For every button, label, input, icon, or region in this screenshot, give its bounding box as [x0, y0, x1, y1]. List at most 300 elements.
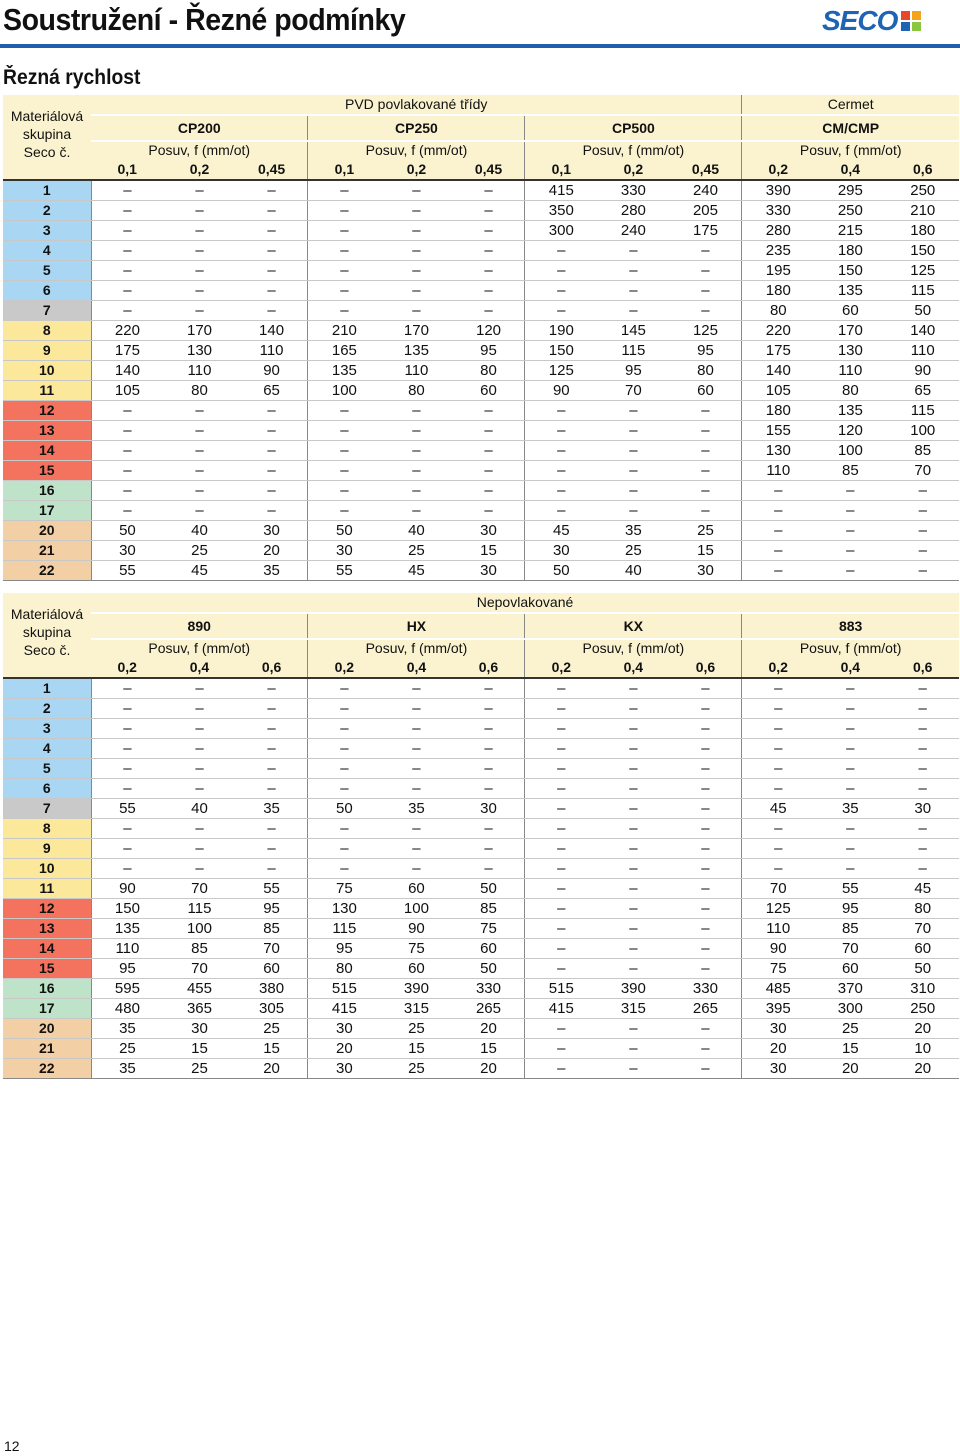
- cutting-speed-value: –: [597, 799, 669, 819]
- cutting-speed-value: 80: [814, 381, 886, 401]
- cutting-speed-value: –: [91, 678, 163, 699]
- cutting-speed-value: –: [453, 261, 525, 281]
- feed-label: Posuv, f (mm/ot): [525, 639, 742, 657]
- cutting-speed-value: 100: [163, 919, 235, 939]
- feed-label: Posuv, f (mm/ot): [742, 141, 959, 159]
- cutting-speed-value: –: [236, 481, 308, 501]
- cutting-speed-value: 105: [742, 381, 814, 401]
- cutting-speed-value: –: [525, 1019, 597, 1039]
- table-row: [3, 979, 959, 999]
- cutting-speed-value: –: [742, 521, 814, 541]
- cutting-speed-value: –: [453, 759, 525, 779]
- cutting-speed-value: –: [597, 699, 669, 719]
- table-row: [3, 541, 959, 561]
- table-row: [3, 919, 959, 939]
- cutting-speed-value: –: [236, 819, 308, 839]
- cutting-speed-value: –: [380, 739, 452, 759]
- cutting-speed-value: –: [525, 799, 597, 819]
- grade-header: 890: [91, 613, 308, 639]
- material-group-number: 17: [3, 999, 91, 1019]
- cutting-speed-value: –: [453, 201, 525, 221]
- feed-value: 0,2: [163, 159, 235, 180]
- cutting-speed-value: 25: [597, 541, 669, 561]
- cutting-speed-value: 70: [163, 879, 235, 899]
- cutting-speed-value: –: [163, 839, 235, 859]
- cutting-speed-value: 55: [814, 879, 886, 899]
- table-row: [3, 180, 959, 201]
- feed-value: 0,6: [670, 657, 742, 678]
- cutting-speed-value: –: [380, 839, 452, 859]
- cutting-speed-value: –: [670, 261, 742, 281]
- cutting-speed-value: 20: [308, 1039, 380, 1059]
- cutting-speed-value: 370: [814, 979, 886, 999]
- cutting-speed-value: –: [670, 699, 742, 719]
- feed-label: Posuv, f (mm/ot): [308, 639, 525, 657]
- title-rule: [0, 44, 960, 48]
- cutting-speed-value: 135: [380, 341, 452, 361]
- feed-value: 0,4: [814, 657, 886, 678]
- material-group-number: 4: [3, 241, 91, 261]
- cutting-speed-value: –: [525, 241, 597, 261]
- cutting-speed-value: –: [236, 401, 308, 421]
- table-row: [3, 819, 959, 839]
- material-group-number: 11: [3, 381, 91, 401]
- feed-value: 0,1: [525, 159, 597, 180]
- table-row: [3, 561, 959, 581]
- table-row: [3, 421, 959, 441]
- cutting-speed-value: 55: [308, 561, 380, 581]
- cutting-speed-value: –: [525, 919, 597, 939]
- cutting-speed-value: –: [91, 301, 163, 321]
- cutting-speed-value: 30: [308, 541, 380, 561]
- table-row: [3, 1019, 959, 1039]
- cutting-speed-value: –: [597, 421, 669, 441]
- logo-mark-icon: [901, 11, 921, 31]
- cutting-speed-value: –: [453, 441, 525, 461]
- material-group-number: 15: [3, 959, 91, 979]
- cutting-speed-value: –: [91, 501, 163, 521]
- cutting-speed-value: 30: [742, 1059, 814, 1079]
- material-group-number: 13: [3, 919, 91, 939]
- feed-value: 0,1: [91, 159, 163, 180]
- material-group-number: 1: [3, 180, 91, 201]
- cutting-speed-value: 140: [887, 321, 960, 341]
- cutting-speed-value: –: [742, 839, 814, 859]
- cutting-speed-value: –: [525, 421, 597, 441]
- cutting-speed-value: 110: [814, 361, 886, 381]
- cutting-speed-value: 25: [670, 521, 742, 541]
- cutting-speed-value: –: [236, 421, 308, 441]
- cutting-speed-value: –: [886, 759, 959, 779]
- cutting-speed-value: –: [380, 180, 452, 201]
- cutting-speed-value: –: [742, 678, 814, 699]
- cutting-speed-value: 65: [236, 381, 308, 401]
- cutting-speed-value: 130: [742, 441, 814, 461]
- cutting-speed-value: –: [814, 819, 886, 839]
- cutting-speed-value: –: [380, 281, 452, 301]
- cutting-speed-value: –: [742, 481, 814, 501]
- cutting-speed-value: 25: [380, 1019, 452, 1039]
- cutting-speed-value: 110: [380, 361, 452, 381]
- table-row: [3, 461, 959, 481]
- cutting-speed-value: –: [308, 201, 380, 221]
- table-row: [3, 719, 959, 739]
- cutting-speed-value: –: [380, 759, 452, 779]
- cutting-speed-value: 110: [163, 361, 235, 381]
- cutting-speed-value: –: [236, 759, 308, 779]
- cutting-speed-value: –: [453, 859, 525, 879]
- cutting-speed-value: –: [814, 759, 886, 779]
- cutting-speed-value: –: [91, 699, 163, 719]
- feed-label: Posuv, f (mm/ot): [308, 141, 525, 159]
- table-row: [3, 301, 959, 321]
- cutting-speed-value: 330: [670, 979, 742, 999]
- cutting-speed-value: –: [525, 678, 597, 699]
- cutting-speed-value: –: [670, 678, 742, 699]
- cutting-speed-value: 155: [742, 421, 814, 441]
- cutting-speed-value: 170: [163, 321, 235, 341]
- cutting-speed-value: 45: [742, 799, 814, 819]
- table-row: [3, 261, 959, 281]
- cutting-speed-value: –: [91, 401, 163, 421]
- cutting-speed-value: 30: [308, 1059, 380, 1079]
- cutting-speed-value: 170: [380, 321, 452, 341]
- material-group-number: 14: [3, 441, 91, 461]
- cutting-speed-value: –: [308, 819, 380, 839]
- cutting-speed-value: 35: [236, 561, 308, 581]
- cutting-speed-value: 95: [91, 959, 163, 979]
- material-label-line: Seco č.: [23, 144, 71, 160]
- cutting-speed-value: 80: [670, 361, 742, 381]
- cutting-speed-value: 135: [814, 281, 886, 301]
- cutting-speed-value: 390: [742, 180, 814, 201]
- cutting-speed-value: –: [308, 719, 380, 739]
- cutting-speed-value: 150: [525, 341, 597, 361]
- feed-value: 0,4: [814, 159, 886, 180]
- cutting-speed-value: –: [236, 699, 308, 719]
- cutting-speed-value: 15: [670, 541, 742, 561]
- cutting-speed-value: 15: [453, 1039, 525, 1059]
- feed-value: 0,6: [886, 657, 959, 678]
- feed-value: 0,1: [308, 159, 380, 180]
- cutting-speed-value: 115: [597, 341, 669, 361]
- cutting-speed-value: –: [163, 241, 235, 261]
- table-row: [3, 321, 959, 341]
- feed-value: 0,6: [236, 657, 308, 678]
- cutting-speed-value: –: [742, 561, 814, 581]
- cutting-speed-value: –: [597, 899, 669, 919]
- cutting-speed-value: 110: [742, 919, 814, 939]
- cutting-speed-value: 20: [886, 1019, 959, 1039]
- cutting-speed-value: 190: [525, 321, 597, 341]
- cutting-speed-value: 40: [163, 521, 235, 541]
- cutting-speed-value: –: [742, 699, 814, 719]
- cutting-speed-value: –: [597, 859, 669, 879]
- cutting-speed-value: 395: [742, 999, 814, 1019]
- cutting-speed-value: 25: [380, 541, 452, 561]
- cutting-speed-value: –: [308, 441, 380, 461]
- material-group-number: 20: [3, 521, 91, 541]
- cutting-speed-value: 415: [308, 999, 380, 1019]
- cutting-speed-value: –: [91, 859, 163, 879]
- cutting-speed-value: –: [308, 401, 380, 421]
- cutting-speed-value: –: [742, 719, 814, 739]
- cutting-speed-value: 20: [886, 1059, 959, 1079]
- cutting-speed-value: 25: [163, 1059, 235, 1079]
- cutting-speed-value: –: [670, 401, 742, 421]
- cutting-speed-value: –: [886, 839, 959, 859]
- cutting-speed-value: 100: [308, 381, 380, 401]
- feed-label-row: [3, 141, 959, 159]
- cutting-speed-value: 330: [453, 979, 525, 999]
- cutting-speed-value: 115: [163, 899, 235, 919]
- cutting-speed-value: –: [236, 441, 308, 461]
- cutting-speed-value: –: [308, 281, 380, 301]
- cutting-speed-value: –: [308, 779, 380, 799]
- cutting-speed-value: 115: [308, 919, 380, 939]
- cutting-speed-value: –: [886, 719, 959, 739]
- cutting-speed-value: –: [163, 281, 235, 301]
- cutting-speed-value: –: [886, 819, 959, 839]
- cutting-speed-value: –: [380, 699, 452, 719]
- cutting-speed-value: –: [453, 421, 525, 441]
- cutting-speed-value: –: [742, 739, 814, 759]
- cutting-speed-value: 30: [236, 521, 308, 541]
- cutting-speed-value: 20: [453, 1019, 525, 1039]
- cutting-speed-value: 30: [163, 1019, 235, 1039]
- cutting-speed-value: 45: [163, 561, 235, 581]
- feed-value: 0,4: [597, 657, 669, 678]
- cutting-speed-value: –: [163, 180, 235, 201]
- cutting-speed-value: 110: [887, 341, 960, 361]
- cutting-speed-value: –: [453, 461, 525, 481]
- grade-header: HX: [308, 613, 525, 639]
- cutting-speed-value: –: [163, 441, 235, 461]
- cutting-speed-value: –: [236, 859, 308, 879]
- cutting-speed-value: –: [525, 939, 597, 959]
- feed-label-row: [3, 639, 959, 657]
- cutting-speed-value: 120: [453, 321, 525, 341]
- cutting-speed-value: –: [453, 221, 525, 241]
- cutting-speed-value: –: [380, 421, 452, 441]
- cutting-speed-value: –: [91, 221, 163, 241]
- cutting-speed-value: 75: [453, 919, 525, 939]
- cutting-speed-value: 330: [597, 180, 669, 201]
- cutting-speed-value: 85: [814, 919, 886, 939]
- super-header-row: [3, 95, 959, 115]
- material-group-number: 3: [3, 719, 91, 739]
- cutting-speed-value: 485: [742, 979, 814, 999]
- cutting-speed-value: 55: [236, 879, 308, 899]
- grade-header: CP200: [91, 115, 308, 141]
- cutting-speed-value: –: [670, 481, 742, 501]
- cutting-speed-value: –: [597, 501, 669, 521]
- cutting-speed-value: 35: [91, 1059, 163, 1079]
- cutting-speed-value: 250: [814, 201, 886, 221]
- cutting-speed-value: 175: [91, 341, 163, 361]
- feed-label: Posuv, f (mm/ot): [525, 141, 742, 159]
- cutting-speed-value: 70: [887, 461, 960, 481]
- material-group-number: 14: [3, 939, 91, 959]
- cutting-speed-value: –: [453, 739, 525, 759]
- cutting-speed-value: –: [670, 421, 742, 441]
- cutting-speed-value: –: [308, 759, 380, 779]
- cutting-speed-value: 315: [597, 999, 669, 1019]
- cutting-speed-value: 25: [380, 1059, 452, 1079]
- cutting-speed-value: 20: [453, 1059, 525, 1079]
- cutting-speed-value: 30: [525, 541, 597, 561]
- cutting-speed-value: 60: [670, 381, 742, 401]
- cutting-speed-value: –: [91, 201, 163, 221]
- table-row: [3, 521, 959, 541]
- material-label-line: Materiálová: [10, 606, 84, 622]
- cutting-speed-value: 310: [886, 979, 959, 999]
- cutting-speed-value: 90: [742, 939, 814, 959]
- table-row: [3, 401, 959, 421]
- cutting-speed-value: –: [236, 839, 308, 859]
- cutting-speed-value: –: [597, 719, 669, 739]
- cutting-speed-value: –: [91, 719, 163, 739]
- cutting-speed-value: 140: [91, 361, 163, 381]
- cutting-speed-value: –: [814, 739, 886, 759]
- cutting-speed-value: –: [525, 261, 597, 281]
- cutting-speed-value: –: [91, 241, 163, 261]
- cutting-speed-value: –: [380, 261, 452, 281]
- cutting-speed-value: –: [163, 819, 235, 839]
- cutting-speed-value: 85: [453, 899, 525, 919]
- grade-header: CM/CMP: [742, 115, 959, 141]
- cutting-speed-value: 90: [380, 919, 452, 939]
- cutting-speed-value: 20: [814, 1059, 886, 1079]
- cutting-speed-value: 50: [308, 799, 380, 819]
- cutting-speed-value: 250: [887, 180, 960, 201]
- table-row: [3, 739, 959, 759]
- super-header-row: [3, 593, 959, 613]
- cutting-speed-value: 150: [887, 241, 960, 261]
- cutting-speed-value: –: [453, 678, 525, 699]
- cutting-speed-value: –: [453, 779, 525, 799]
- table-row: [3, 959, 959, 979]
- cutting-speed-value: 415: [525, 999, 597, 1019]
- cutting-speed-value: 380: [236, 979, 308, 999]
- table-row: [3, 361, 959, 381]
- cutting-speed-value: 45: [380, 561, 452, 581]
- cutting-speed-value: –: [163, 261, 235, 281]
- cutting-speed-value: –: [887, 561, 960, 581]
- material-group-number: 22: [3, 561, 91, 581]
- cutting-speed-value: –: [742, 501, 814, 521]
- cutting-speed-value: 300: [814, 999, 886, 1019]
- cutting-speed-value: 60: [453, 939, 525, 959]
- cutting-speed-value: –: [308, 739, 380, 759]
- cutting-speed-value: 215: [814, 221, 886, 241]
- cutting-speed-value: –: [525, 859, 597, 879]
- cutting-speed-value: 15: [236, 1039, 308, 1059]
- cutting-speed-value: –: [597, 281, 669, 301]
- cutting-speed-value: –: [814, 719, 886, 739]
- cutting-speed-value: –: [886, 739, 959, 759]
- cutting-speed-value: –: [814, 678, 886, 699]
- cutting-speed-value: 50: [308, 521, 380, 541]
- cutting-speed-value: 175: [742, 341, 814, 361]
- cutting-speed-value: –: [91, 261, 163, 281]
- cutting-speed-value: –: [91, 421, 163, 441]
- cutting-speed-value: 60: [453, 381, 525, 401]
- cutting-speed-value: 175: [670, 221, 742, 241]
- cutting-speed-value: 85: [814, 461, 886, 481]
- cutting-speed-value: 115: [887, 401, 960, 421]
- cutting-speed-value: 15: [380, 1039, 452, 1059]
- cutting-speed-value: –: [525, 699, 597, 719]
- cutting-speed-value: –: [670, 1019, 742, 1039]
- cutting-speed-value: –: [670, 1059, 742, 1079]
- cutting-speed-value: 70: [597, 381, 669, 401]
- material-group-number: 9: [3, 839, 91, 859]
- cutting-speed-value: 45: [525, 521, 597, 541]
- cutting-speed-value: 40: [163, 799, 235, 819]
- feed-value: 0,2: [742, 159, 814, 180]
- cutting-speed-value: 595: [91, 979, 163, 999]
- cutting-speed-value: –: [380, 221, 452, 241]
- cutting-speed-value: –: [886, 779, 959, 799]
- cutting-speed-value: –: [163, 859, 235, 879]
- feed-value: 0,6: [453, 657, 525, 678]
- cutting-speed-value: 80: [163, 381, 235, 401]
- cutting-speed-value: 95: [670, 341, 742, 361]
- cutting-speed-value: 100: [814, 441, 886, 461]
- feed-value: 0,45: [236, 159, 308, 180]
- cutting-speed-value: 350: [525, 201, 597, 221]
- cutting-speed-value: –: [525, 501, 597, 521]
- cutting-speed-value: –: [236, 739, 308, 759]
- page-number: 12: [4, 1438, 20, 1454]
- cutting-speed-value: –: [453, 301, 525, 321]
- cutting-speed-value: –: [380, 301, 452, 321]
- cutting-speed-value: –: [525, 899, 597, 919]
- cutting-speed-value: –: [380, 461, 452, 481]
- cutting-speed-value: –: [597, 1059, 669, 1079]
- table-row: [3, 201, 959, 221]
- material-group-number: 16: [3, 979, 91, 999]
- table-row: [3, 501, 959, 521]
- cutting-speed-value: –: [525, 481, 597, 501]
- feed-value-row: [3, 657, 959, 678]
- cutting-speed-value: 60: [814, 959, 886, 979]
- cutting-speed-value: 165: [308, 341, 380, 361]
- cutting-speed-value: 40: [380, 521, 452, 541]
- cutting-speed-value: –: [670, 779, 742, 799]
- table-row: [3, 699, 959, 719]
- feed-value: 0,45: [453, 159, 525, 180]
- cutting-speed-value: –: [453, 180, 525, 201]
- grade-header: CP250: [308, 115, 525, 141]
- cutting-speed-value: 90: [887, 361, 960, 381]
- cutting-speed-value: 180: [887, 221, 960, 241]
- cutting-speed-value: 315: [380, 999, 452, 1019]
- cutting-speed-value: 95: [597, 361, 669, 381]
- cutting-speed-value: –: [453, 819, 525, 839]
- cutting-speed-value: –: [453, 481, 525, 501]
- cutting-speed-value: –: [670, 899, 742, 919]
- cutting-speed-value: 70: [814, 939, 886, 959]
- logo-text: SECO: [822, 5, 898, 36]
- material-group-number: 8: [3, 321, 91, 341]
- table-row: [3, 879, 959, 899]
- grade-row: [3, 613, 959, 639]
- cutting-speed-value: 120: [814, 421, 886, 441]
- feed-value: 0,2: [597, 159, 669, 180]
- cutting-speed-value: –: [163, 461, 235, 481]
